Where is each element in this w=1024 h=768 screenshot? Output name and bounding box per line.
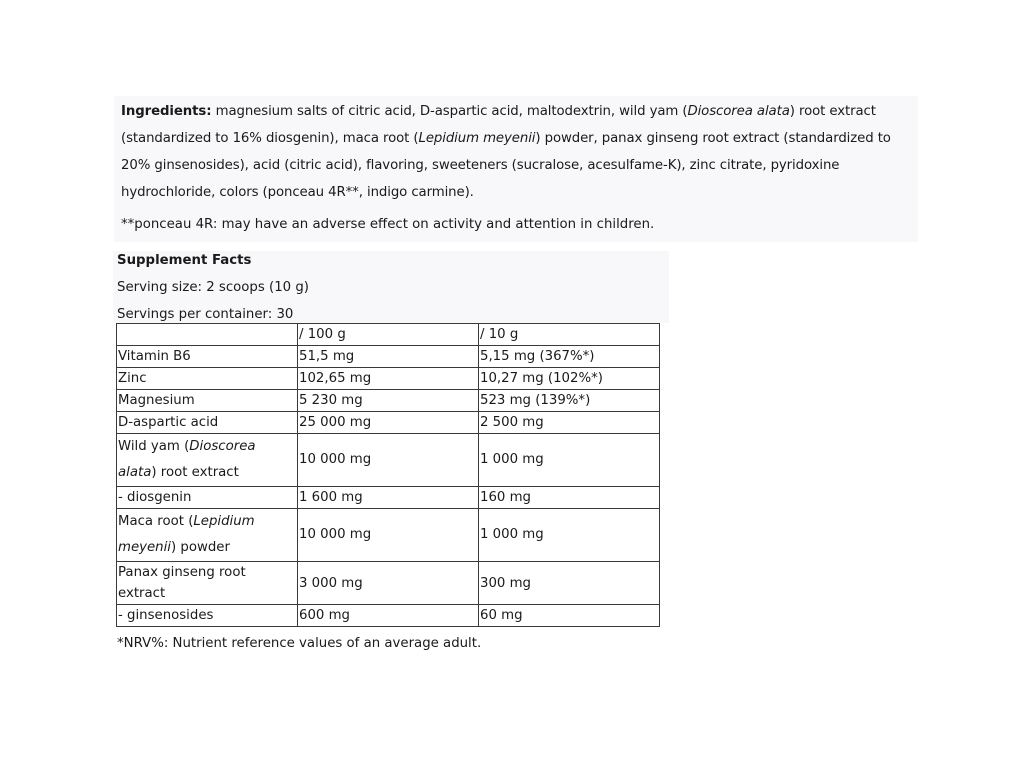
servings-per-container: Servings per container: 30 bbox=[117, 307, 294, 322]
supplement-facts-table bbox=[116, 323, 660, 627]
header-cell: / 100 g bbox=[298, 324, 479, 346]
per-10g-value: 10,27 mg (102%*) bbox=[479, 368, 660, 390]
ingredients-part-1: magnesium salts of citric acid, D-aspartic acid, maltodextrin, wild yam ( bbox=[211, 104, 688, 119]
ingredients-text bbox=[121, 98, 912, 206]
table-row bbox=[117, 509, 660, 562]
per-10g-value: 2 500 mg bbox=[479, 412, 660, 434]
per-100g-value: 3 000 mg bbox=[298, 562, 479, 605]
per-10g-value: 1 000 mg bbox=[479, 509, 660, 562]
serving-size: Serving size: 2 scoops (10 g) bbox=[117, 280, 309, 295]
wild-yam-latin: Dioscorea alata bbox=[687, 104, 790, 119]
header-cell: / 10 g bbox=[479, 324, 660, 346]
maca-latin: Lepidium meyenii bbox=[418, 131, 536, 146]
table-row bbox=[117, 368, 660, 390]
nutrient-name: D-aspartic acid bbox=[117, 412, 298, 434]
name-latin: Lepidium meyenii bbox=[118, 514, 255, 555]
facts-title: Supplement Facts bbox=[117, 253, 252, 268]
name-latin: Dioscorea alata bbox=[118, 439, 256, 480]
ingredients-panel bbox=[114, 96, 918, 242]
header-cell bbox=[117, 324, 298, 346]
ingredients-part-2: ) root extract (standardized to 16% diosgenin), maca root ( bbox=[121, 104, 876, 146]
per-10g-value: 1 000 mg bbox=[479, 434, 660, 487]
name-part: Maca root ( bbox=[118, 514, 194, 529]
per-10g-value: 60 mg bbox=[479, 605, 660, 627]
table-row bbox=[117, 412, 660, 434]
ingredients-label: Ingredients: bbox=[121, 104, 212, 119]
nutrient-name: Magnesium bbox=[117, 390, 298, 412]
per-10g-value: 5,15 mg (367%*) bbox=[479, 346, 660, 368]
per-100g-value: 25 000 mg bbox=[298, 412, 479, 434]
per-10g-value: 300 mg bbox=[479, 562, 660, 605]
table-row bbox=[117, 346, 660, 368]
nutrient-name: Zinc bbox=[117, 368, 298, 390]
per-100g-value: 10 000 mg bbox=[298, 434, 479, 487]
nutrient-name: Vitamin B6 bbox=[117, 346, 298, 368]
table-row bbox=[117, 390, 660, 412]
table-row bbox=[117, 487, 660, 509]
ingredients-part-3: ) powder, panax ginseng root extract (standardized to 20% ginsenosides), acid (citric acid), flavoring, sweeteners (sucralose, acesulfame-K), zinc citrate, pyridoxine hydrochloride, colors (ponceau 4R**, indigo carmine). bbox=[121, 131, 891, 200]
table-header-row bbox=[117, 324, 660, 346]
per-100g-value: 1 600 mg bbox=[298, 487, 479, 509]
table-row bbox=[117, 434, 660, 487]
per-100g-value: 51,5 mg bbox=[298, 346, 479, 368]
table-row bbox=[117, 562, 660, 605]
per-100g-value: 600 mg bbox=[298, 605, 479, 627]
per-100g-value: 5 230 mg bbox=[298, 390, 479, 412]
ponceau-note: **ponceau 4R: may have an adverse effect on activity and attention in children. bbox=[121, 217, 655, 232]
nutrient-name: - diosgenin bbox=[117, 487, 298, 509]
name-part: ) powder bbox=[171, 540, 230, 555]
table-row bbox=[117, 605, 660, 627]
per-100g-value: 102,65 mg bbox=[298, 368, 479, 390]
nrv-footnote: *NRV%: Nutrient reference values of an average adult. bbox=[117, 636, 482, 651]
name-part: ) root extract bbox=[151, 465, 239, 480]
per-10g-value: 523 mg (139%*) bbox=[479, 390, 660, 412]
per-10g-value: 160 mg bbox=[479, 487, 660, 509]
nutrient-name bbox=[117, 434, 298, 487]
name-part: Wild yam ( bbox=[118, 439, 190, 454]
nutrient-name: Panax ginseng root extract bbox=[117, 562, 298, 605]
per-100g-value: 10 000 mg bbox=[298, 509, 479, 562]
nutrient-name bbox=[117, 509, 298, 562]
nutrient-name: - ginsenosides bbox=[117, 605, 298, 627]
